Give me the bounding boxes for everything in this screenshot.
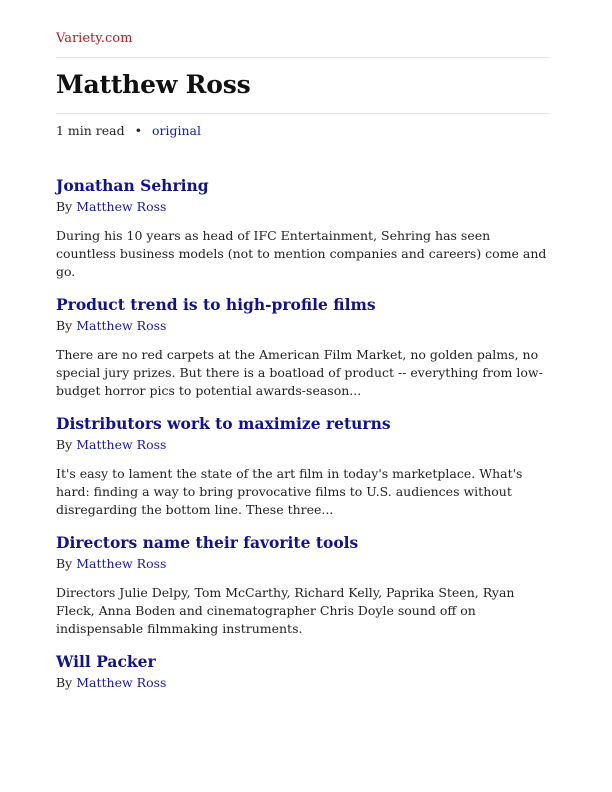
site-link[interactable]: Variety.com: [56, 31, 133, 46]
article-item: [56, 176, 550, 281]
author-link[interactable]: Matthew Ross: [76, 318, 167, 333]
divider: [56, 57, 550, 58]
author-link[interactable]: Matthew Ross: [76, 199, 167, 214]
article-excerpt: There are no red carpets at the American Film Market, no golden palms, no special jury prizes. But there is a boatload of product -- everything from low-budget horror pics to potential awards-season...: [56, 347, 543, 398]
by-prefix: By: [56, 556, 73, 571]
article-item: [56, 652, 550, 694]
by-prefix: By: [56, 318, 73, 333]
article-excerpt: It's easy to lament the state of the art film in today's marketplace. What's hard: finding a way to bring provocative films to U.S. audiences without disregarding the bottom line. These three...: [56, 466, 523, 517]
article-excerpt: Directors Julie Delpy, Tom McCarthy, Richard Kelly, Paprika Steen, Ryan Fleck, Anna Boden and cinematographer Chris Doyle sound off on indispensable filmmaking instruments.: [56, 585, 515, 636]
article-list: [56, 176, 550, 708]
article-title-link[interactable]: Product trend is to high-profile films: [56, 295, 376, 314]
read-time: 1 min read: [56, 123, 125, 138]
page-title: Matthew Ross: [56, 70, 251, 99]
separator-dot: •: [134, 123, 142, 138]
byline: [56, 196, 550, 218]
divider: [56, 113, 550, 114]
article-title-link[interactable]: Directors name their favorite tools: [56, 533, 359, 552]
byline: [56, 553, 550, 575]
article-title-link[interactable]: Distributors work to maximize returns: [56, 414, 391, 433]
article-headline: [56, 176, 550, 196]
article-item: [56, 414, 550, 519]
author-link[interactable]: Matthew Ross: [76, 437, 167, 452]
article-headline: [56, 414, 550, 434]
byline: [56, 315, 550, 337]
article-headline: [56, 533, 550, 553]
article-title-link[interactable]: Will Packer: [56, 652, 156, 671]
article-headline: [56, 295, 550, 315]
article-excerpt: During his 10 years as head of IFC Entertainment, Sehring has seen countless business models (not to mention companies and careers) come and go.: [56, 228, 547, 279]
by-prefix: By: [56, 199, 73, 214]
byline: [56, 434, 550, 456]
author-link[interactable]: Matthew Ross: [76, 675, 167, 690]
article-item: [56, 533, 550, 638]
article-item: [56, 295, 550, 400]
by-prefix: By: [56, 437, 73, 452]
byline: [56, 672, 550, 694]
author-link[interactable]: Matthew Ross: [76, 556, 167, 571]
by-prefix: By: [56, 675, 73, 690]
article-meta: [56, 123, 201, 138]
original-link[interactable]: original: [151, 123, 201, 138]
article-title-link[interactable]: Jonathan Sehring: [56, 176, 209, 195]
article-headline: [56, 652, 550, 672]
